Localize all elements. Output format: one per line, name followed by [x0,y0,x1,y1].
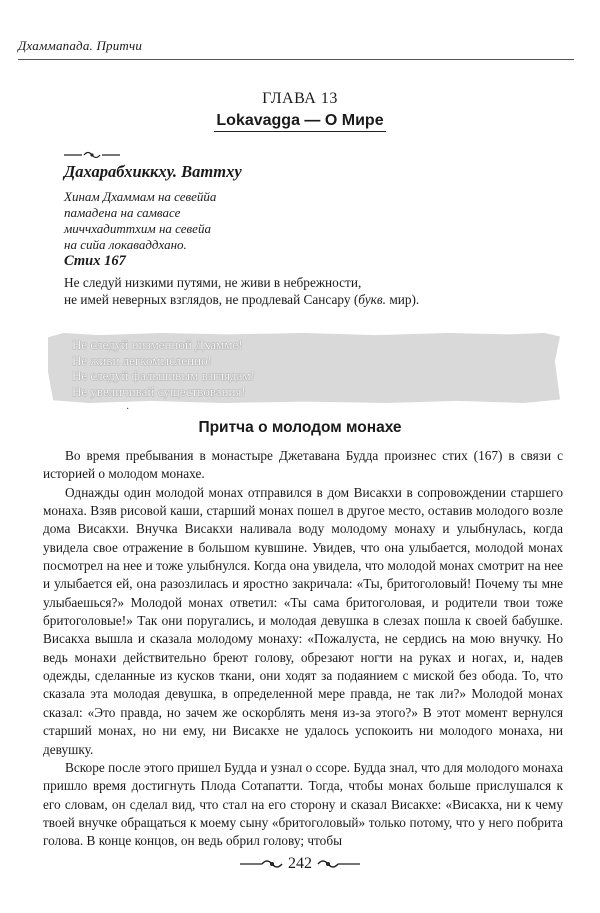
verse-abbrev: букв. [358,292,386,307]
header-rule [18,59,574,60]
verse-line [64,291,419,308]
stray-mark: · [126,404,130,415]
pali-line: миччхадиттхим на севейа [64,221,211,236]
page-number: 242 [288,855,312,872]
verse-line-text: не имей неверных взглядов, не продлевай Сансару ( [64,292,359,307]
paragraph: Однажды один молодой монах отправился в дом Висакхи в сопровождении старшего монаха. Взяв рисовой каши, старший монах пошел в другое место, оставив молодого возле дома Висакхи. Внучка Висакхи наливала воду молодому монаху и улыбнулась, когда увидела свое отражение в большом кувшине. Увидев, что она улыбается, молодой монах посмотрел на нее и тоже улыбнулся. Когда она увидела, что молодой монах смотрит на нее и улыбается ей, она разозлилась и яростно закричала: «Ты, бритоголовый! Почему ты мне улыбаешься?» Молодой монах ответил: «Ты сама бритоголовая, и родители твои тоже бритоголовые!» Так они поругались, и молодая девушка в слезах пошла к своей бабушке. Висакха вышла и сказала молодому монаху: «Пожалуста, не сердись на мою внучку. Но ведь монахи действительно бреют голову, обрезают ногти на руках и ногах, и, надев одежды, сделанные из кусков ткани, они ходят за подаянием с миской без обода. То, что сказала эта молодая девушка, в определенной мере правда, не так ли?» Молодой монах сказал: «Это правда, но зачем же оскорблять меня из-за этого?» В этот момент вернулся старший монах, но ни ему, ни Висакхе не удалось успокоить ни молодого монаха, ни девушку. [43,484,563,757]
page-footer [0,855,600,873]
pali-verse [64,189,216,253]
footer-ornament-left-icon [240,858,284,870]
body-text [43,447,563,851]
ornament-divider-icon [64,150,120,160]
verse-line: Не следуй низкими путями, не живи в небрежности, [64,275,362,290]
footer-ornament-right-icon [316,858,360,870]
pali-line: Хинам Дхаммам на севеййа [64,189,217,204]
paragraph: Вскоре после этого пришел Будда и узнал о ссоре. Будда знал, что для молодого монаха пришло время достигнуть Плода Сотапатти. Тогда, чтобы монах больше прислушался к его словам, он сделал вид, что стал на его сторону и сказал Висакхе: «Висакха, ни к чему твоей внучке обращаться к моему сыну «бритоголовый» только потому, что у него побрита голова. В конце концов, он ведь обрил голову; чтобы [43,759,563,849]
section-title: Притча о молодом монахе [198,419,402,436]
verse-label: Стих 167 [64,253,126,269]
verse-line-text: мир). [386,292,420,307]
chapter-heading [0,90,600,132]
chapter-number: ГЛАВА 13 [262,90,338,107]
paragraph: Во время пребывания в монастыре Джетавана Будда произнес стих (167) в связи с историей о молодом монахе. [43,448,563,482]
quote-line: Не следуй низменной Дхамме! [72,337,243,352]
running-head: Дхаммапада. Притчи [18,38,143,53]
verse-translation [64,274,419,308]
quote-text [72,337,255,399]
pali-line: на сийа локаваддхано. [64,237,187,252]
quote-line: Не следуй фальшивым взглядам! [72,368,255,383]
pali-title: Дахарабхиккху. Ваттху [64,162,242,181]
pali-line: памадена на самвасе [64,205,181,220]
chapter-title: Lokavagga — О Мире [214,112,385,132]
quote-line: Не увеличивай существования! [72,383,246,399]
quote-line: Не живи легкомысленно! [72,352,212,368]
